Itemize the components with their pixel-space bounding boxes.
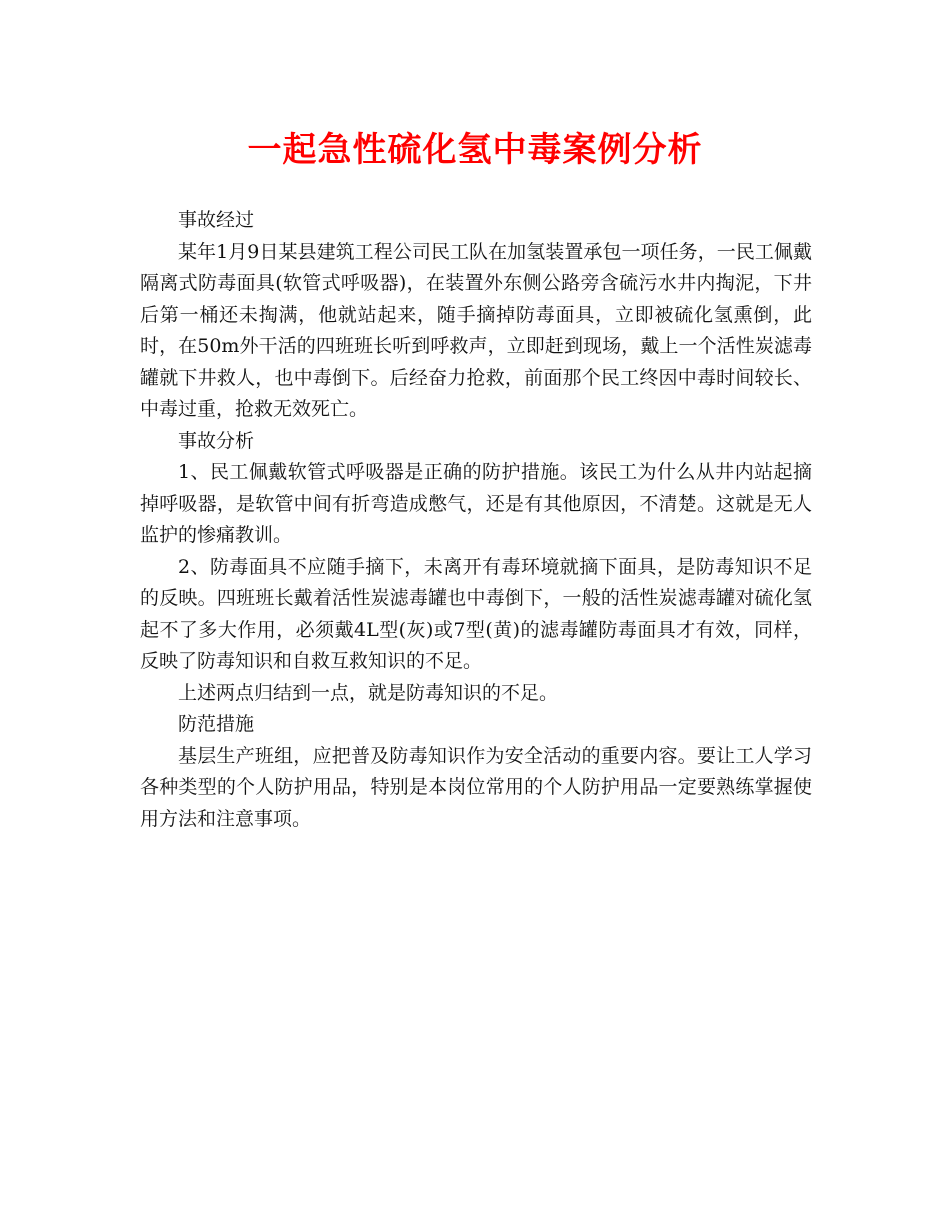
section-heading-accident-process: 事故经过 — [178, 209, 255, 231]
paragraph-prevention-measures: 基层生产班组，应把普及防毒知识作为安全活动的重要内容。要让工人学习各种类型的个人防护用品，特别是本岗位常用的个人防护用品一定要熟练掌握使用方法和注意事项。 — [140, 744, 812, 830]
paragraph-accident-description: 某年1月9日某县建筑工程公司民工队在加氢装置承包一项任务，一民工佩戴隔离式防毒面具(软管式呼吸器)，在装置外东侧公路旁含硫污水井内掏泥，下井后第一桶还未掏满，他就站起来，随手摘掉防毒面具，立即被硫化氢熏倒，此时，在50m外干活的四班班长听到呼救声，立即赶到现场，戴上一个活性炭滤毒罐就下井救人，也中毒倒下。后经奋力抢救，前面那个民工终因中毒时间较长、中毒过重，抢救无效死亡。 — [140, 240, 812, 420]
section-heading-accident-analysis: 事故分析 — [178, 429, 255, 452]
paragraph-analysis-point-2: 2、防毒面具不应随手摘下，未离开有毒环境就摘下面具，是防毒知识不足的反映。四班班长戴着活性炭滤毒罐也中毒倒下，一般的活性炭滤毒罐对硫化氢起不了多大作用，必须戴4L型(灰)或7型(黄)的滤毒罐防毒面具才有效，同样，反映了防毒知识和自救互救知识的不足。 — [140, 555, 812, 672]
document-body — [140, 205, 812, 835]
section-heading-prevention-measures: 防范措施 — [178, 713, 255, 735]
document-title: 一起急性硫化氢中毒案例分析 — [247, 130, 703, 170]
paragraph-analysis-summary: 上述两点归结到一点，就是防毒知识的不足。 — [178, 681, 559, 704]
paragraph-analysis-point-1: 1、民工佩戴软管式呼吸器是正确的防护措施。该民工为什么从井内站起摘掉呼吸器，是软管中间有折弯造成憋气，还是有其他原因，不清楚。这就是无人监护的惨痛教训。 — [140, 461, 812, 546]
